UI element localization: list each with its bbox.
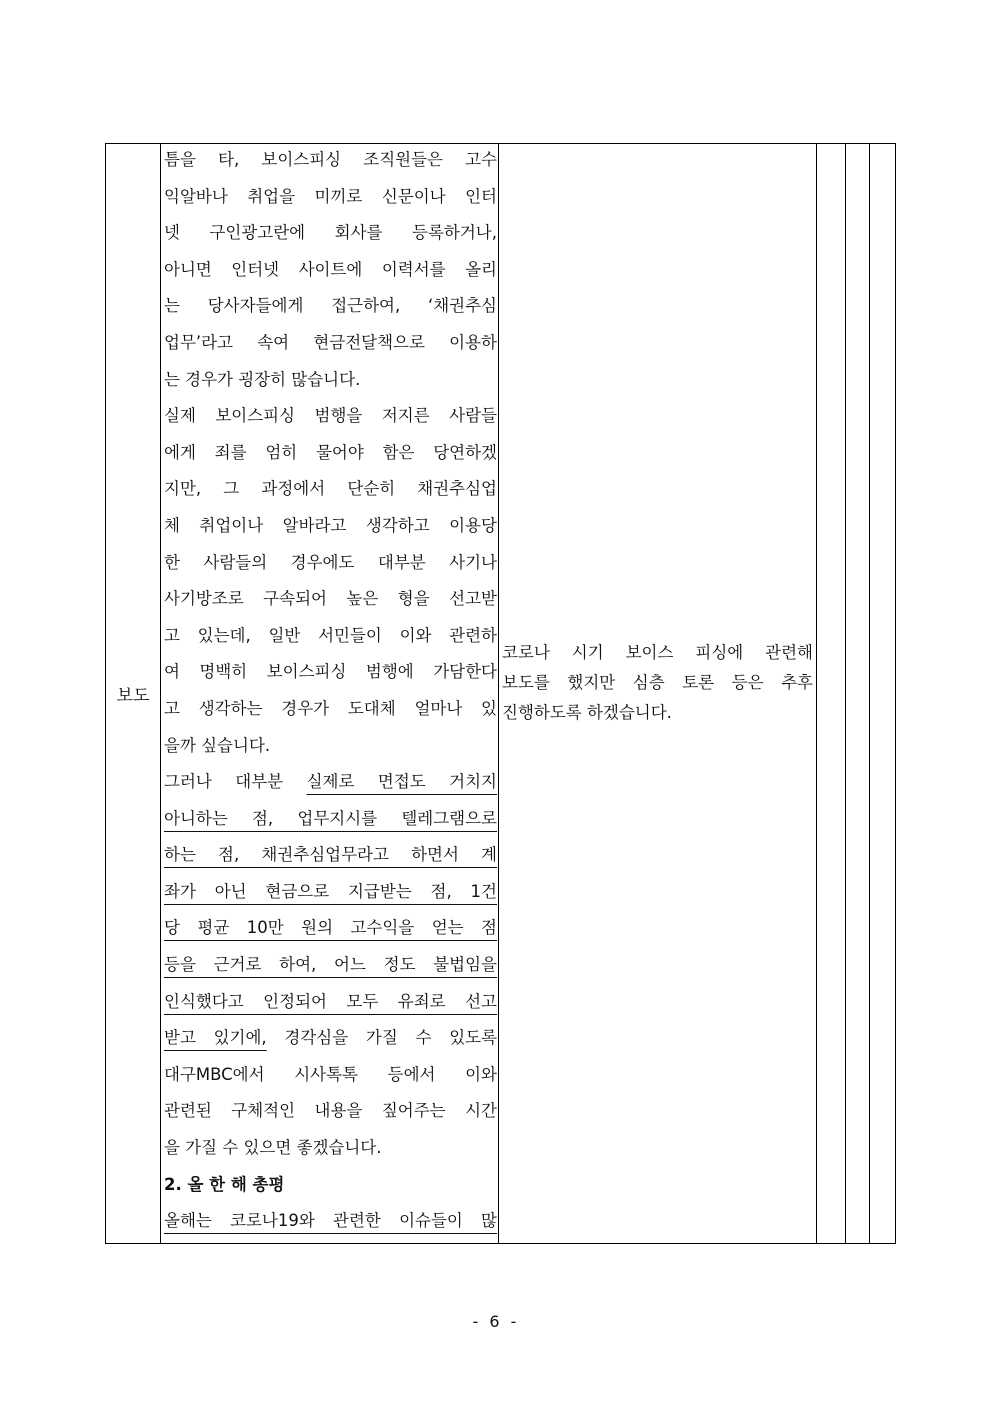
answer-line: 보도를 했지만 심층 토론 등은 추후 bbox=[502, 673, 813, 693]
underlined-text: 아니하는 점, 업무지시를 텔레그램으로 bbox=[164, 808, 497, 828]
underlined-text: 당 평균 10만 원의 고수익을 얻는 점 bbox=[164, 918, 497, 938]
empty-cell-2 bbox=[846, 144, 870, 1244]
line-text: 한 사람들의 경우에도 대부분 사기나 bbox=[164, 552, 497, 572]
content-line bbox=[164, 767, 497, 804]
content-line bbox=[164, 1170, 497, 1207]
line-text: 여 명백히 보이스피싱 범행에 가담한다 bbox=[164, 662, 497, 682]
content-line bbox=[164, 365, 497, 402]
line-text: 체 취업이나 알바라고 생각하고 이용당 bbox=[164, 515, 497, 535]
answer-line: 진행하도록 하겠습니다. bbox=[502, 703, 672, 723]
line-text: 익알바나 취업을 미끼로 신문이나 인터 bbox=[164, 186, 497, 206]
underlined-text: 받고 있기에, bbox=[164, 1028, 267, 1048]
line-text: 을 가질 수 있으면 좋겠습니다. bbox=[164, 1138, 382, 1158]
content-line bbox=[164, 548, 497, 585]
content-line bbox=[164, 1060, 497, 1097]
answer-line: 코로나 시기 보이스 피싱에 관련해 bbox=[502, 643, 813, 663]
underlined-text: 올해는 코로나19와 관련한 이슈들이 많 bbox=[164, 1211, 497, 1231]
content-line bbox=[164, 145, 497, 182]
line-text: 관련된 구체적인 내용을 짚어주는 시간 bbox=[164, 1101, 497, 1121]
content-line bbox=[164, 511, 497, 548]
content-line bbox=[164, 584, 497, 621]
content-line bbox=[164, 182, 497, 219]
line-text: 는 당사자들에게 접근하여, ‘채권추심 bbox=[164, 296, 497, 316]
content-line bbox=[164, 328, 497, 365]
category-cell bbox=[106, 144, 161, 1244]
content-line bbox=[164, 291, 497, 328]
line-text: 고 있는데, 일반 서민들이 이와 관련하 bbox=[164, 625, 497, 645]
underlined-text: 인식했다고 인정되어 모두 유죄로 선고 bbox=[164, 991, 497, 1011]
answer-cell bbox=[499, 144, 817, 1244]
empty-cell-3 bbox=[870, 144, 896, 1244]
line-text: 넷 구인광고란에 회사를 등록하거나, bbox=[164, 223, 497, 243]
content-line bbox=[164, 840, 497, 877]
content-line bbox=[164, 804, 497, 841]
underlined-text: 실제로 면접도 거치지 bbox=[306, 772, 497, 792]
content-line bbox=[164, 913, 497, 950]
line-text: 업무’라고 속여 현금전달책으로 이용하 bbox=[164, 332, 497, 352]
category-label: 보도 bbox=[116, 685, 150, 706]
content-line bbox=[164, 401, 497, 438]
content-line bbox=[164, 694, 497, 731]
table-row bbox=[106, 144, 896, 1244]
line-text: 대구MBC에서 시사톡톡 등에서 이와 bbox=[164, 1064, 497, 1084]
page-number: - 6 - bbox=[472, 1312, 520, 1331]
answer-text bbox=[499, 638, 816, 728]
line-text: 는 경우가 굉장히 많습니다. bbox=[164, 369, 361, 389]
line-text: 실제 보이스피싱 범행을 저지른 사람들 bbox=[164, 406, 497, 426]
content-line bbox=[164, 987, 497, 1024]
line-text: 아니면 인터넷 사이트에 이력서를 올리 bbox=[164, 259, 497, 279]
content-line bbox=[164, 1206, 497, 1243]
line-text: 에게 죄를 엄히 물어야 함은 당연하겠 bbox=[164, 442, 497, 462]
content-line bbox=[164, 621, 497, 658]
content-text bbox=[161, 144, 498, 1243]
content-line bbox=[164, 657, 497, 694]
content-line bbox=[164, 1133, 497, 1170]
line-text: 고 생각하는 경우가 도대체 얼마나 있 bbox=[164, 698, 497, 718]
line-text: 지만, 그 과정에서 단순히 채권추심업 bbox=[164, 479, 497, 499]
content-line bbox=[164, 438, 497, 475]
underlined-text: 등을 근거로 하여, 어느 정도 불법임을 bbox=[164, 955, 497, 975]
content-line bbox=[164, 950, 497, 987]
content-cell bbox=[161, 144, 499, 1244]
content-line bbox=[164, 474, 497, 511]
line-text: 을까 싶습니다. bbox=[164, 735, 271, 755]
line-text: 경각심을 가질 수 있도록 bbox=[266, 1028, 497, 1048]
content-line bbox=[164, 255, 497, 292]
content-line bbox=[164, 877, 497, 914]
content-line bbox=[164, 1096, 497, 1133]
content-line bbox=[164, 731, 497, 768]
line-text: 그러나 대부분 bbox=[164, 772, 307, 792]
content-line bbox=[164, 218, 497, 255]
underlined-text: 좌가 아닌 현금으로 지급받는 점, 1건 bbox=[164, 881, 497, 901]
line-text: 틈을 타, 보이스피싱 조직원들은 고수 bbox=[164, 150, 497, 169]
opinion-table bbox=[105, 143, 896, 1244]
content-line bbox=[164, 1023, 497, 1060]
line-text: 사기방조로 구속되어 높은 형을 선고받 bbox=[164, 589, 497, 609]
underlined-text: 하는 점, 채권추심업무라고 하면서 계 bbox=[164, 845, 497, 865]
empty-cell-1 bbox=[817, 144, 846, 1244]
line-text: 2. 올 한 해 총평 bbox=[164, 1174, 285, 1194]
